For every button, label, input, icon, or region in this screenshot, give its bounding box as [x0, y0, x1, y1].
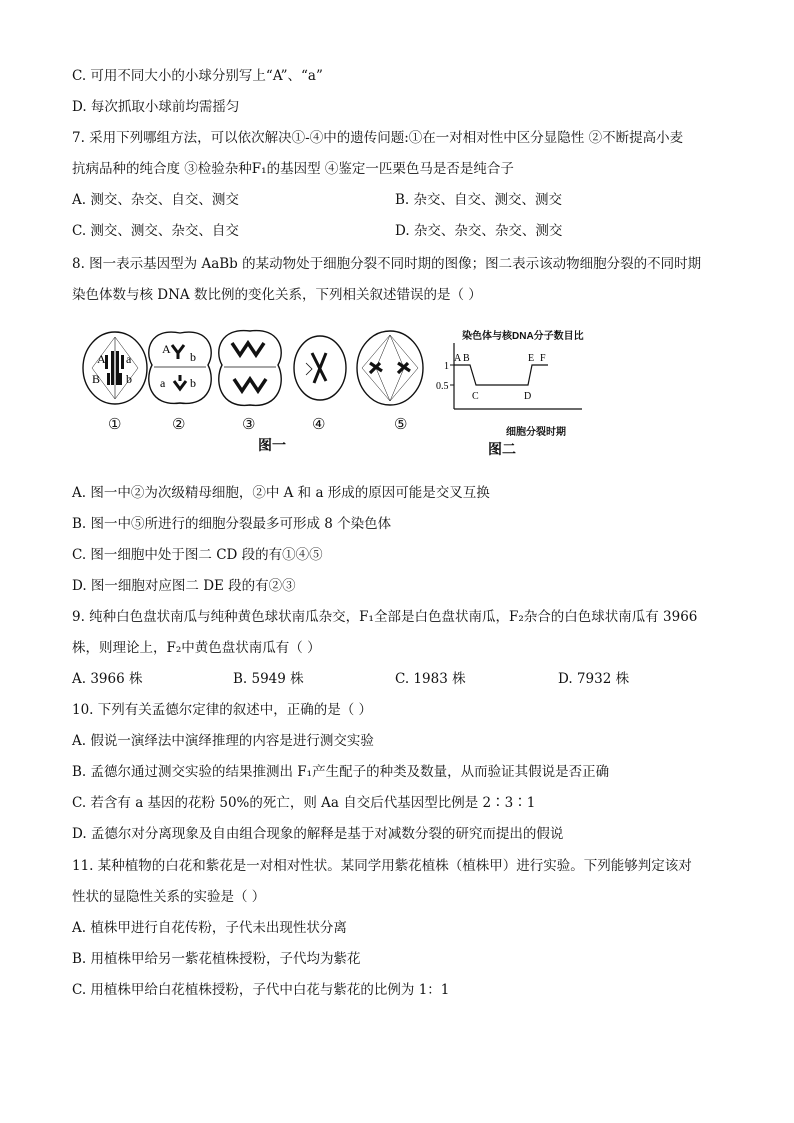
- figure-two-graph: [436, 341, 586, 431]
- cell-number-4: ④: [312, 415, 326, 433]
- q10-stem: 10. 下列有关孟德尔定律的叙述中，正确的是（ ）: [72, 702, 373, 718]
- q6-option-c: C. 可用不同大小的小球分别写上“A”、“a”: [72, 68, 323, 84]
- q8-option-c: C. 图一细胞中处于图二 CD 段的有①④⑤: [72, 547, 323, 563]
- q7-options-row2: [72, 221, 732, 241]
- q6-option-d: D. 每次抓取小球前均需摇匀: [72, 99, 240, 115]
- q8-option-b: B. 图一中⑤所进行的细胞分裂最多可形成 8 个染色体: [72, 516, 392, 532]
- q9-option-a: A. 3966 株: [72, 671, 143, 687]
- q9-option-b: B. 5949 株: [233, 671, 304, 687]
- cell-1-letter-b-lower: b: [126, 372, 132, 386]
- q7-option-b: B. 杂交、自交、测交、测交: [395, 192, 563, 208]
- cell-2: [149, 332, 211, 403]
- q9-options-row: [72, 669, 732, 689]
- q8-stem-line2: 染色体数与核 DNA 数比例的变化关系，下列相关叙述错误的是（ ）: [72, 287, 482, 303]
- figure-one: [80, 325, 440, 465]
- figure-one-title: 图一: [258, 438, 286, 454]
- point-label-a: A: [454, 353, 462, 364]
- figure-two: [436, 325, 586, 465]
- point-label-b: B: [463, 353, 470, 364]
- q10-option-a: A. 假说一演绎法中演绎推理的内容是进行测交实验: [72, 733, 374, 749]
- q11-option-a: A. 植株甲进行自花传粉，子代未出现性状分离: [72, 920, 347, 936]
- point-label-d: D: [524, 391, 532, 402]
- q9-stem-line2: 株，则理论上，F₂中黄色盘状南瓜有（ ）: [72, 640, 321, 656]
- cell-4: [294, 336, 346, 400]
- cell-2-letter-top-left: A: [162, 342, 171, 356]
- cell-3: [219, 331, 281, 406]
- cell-1: [83, 332, 147, 404]
- q11-option-b: B. 用植株甲给另一紫花植株授粉，子代均为紫花: [72, 951, 361, 967]
- q10-option-d: D. 孟德尔对分离现象及自由组合现象的解释是基于对减数分裂的研究而提出的假说: [72, 826, 564, 842]
- figure-two-y-label: 染色体与核DNA分子数目比: [462, 331, 584, 342]
- figure-two-title: 图二: [488, 442, 516, 458]
- q7-option-c: C. 测交、测交、杂交、自交: [72, 223, 239, 239]
- cell-number-1: ①: [108, 415, 122, 433]
- q9-option-c: C. 1983 株: [395, 671, 466, 687]
- q8-option-d: D. 图一细胞对应图二 DE 段的有②③: [72, 578, 296, 594]
- q11-stem-line2: 性状的显隐性关系的实验是（ ）: [72, 889, 266, 905]
- cell-number-3: ③: [242, 415, 256, 433]
- q7-option-a: A. 测交、杂交、自交、测交: [72, 192, 239, 208]
- cell-1-letter-a-upper: A: [97, 352, 106, 366]
- cell-1-letter-a-lower: a: [126, 352, 132, 366]
- point-label-f: F: [540, 353, 546, 364]
- q8-option-a: A. 图一中②为次级精母细胞，②中 A 和 a 形成的原因可能是交叉互换: [72, 485, 490, 501]
- point-label-c: C: [472, 391, 479, 402]
- figure-two-tick-1: 1: [444, 361, 449, 372]
- q8-stem-line1: 8. 图一表示基因型为 AaBb 的某动物处于细胞分裂不同时期的图像；图二表示该动物细胞分裂的不同时期: [72, 256, 702, 272]
- q10-option-b: B. 孟德尔通过测交实验的结果推测出 F₁产生配子的种类及数量，从而验证其假说是否正确: [72, 764, 610, 780]
- q7-stem-line1: 7. 采用下列哪组方法，可以依次解决①-④中的遗传问题:①在一对相对性中区分显隐性 ②不断提高小麦: [72, 130, 684, 146]
- q7-stem-line2: 抗病品种的纯合度 ③检验杂种F₁的基因型 ④鉴定一匹栗色马是否是纯合子: [72, 161, 514, 177]
- cell-number-5: ⑤: [394, 415, 408, 433]
- q9-stem-line1: 9. 纯种白色盘状南瓜与纯种黄色球状南瓜杂交，F₁全部是白色盘状南瓜，F₂杂合的白色球状南瓜有 3966: [72, 609, 698, 625]
- q11-option-c: C. 用植株甲给白花植株授粉，子代中白花与紫花的比例为 1：1: [72, 982, 450, 998]
- cell-2-letter-top-right: b: [190, 350, 196, 364]
- q9-option-d: D. 7932 株: [558, 671, 630, 687]
- cell-number-2: ②: [172, 415, 186, 433]
- q11-stem-line1: 11. 某种植物的白花和紫花是一对相对性状。某同学用紫花植株（植株甲）进行实验。下列能够判定该对: [72, 858, 692, 874]
- cell-1-letter-b-upper: B: [92, 372, 101, 386]
- point-label-e: E: [528, 353, 535, 364]
- cell-2-letter-bottom-left: a: [160, 376, 166, 390]
- cell-2-letter-bottom-right: b: [190, 376, 196, 390]
- q10-option-c: C. 若含有 a 基因的花粉 50%的死亡，则 Aa 自交后代基因型比例是 2∶3∶1: [72, 795, 536, 811]
- figure-one-cells: [80, 325, 440, 435]
- cell-5: [357, 331, 423, 405]
- q7-options-row1: [72, 190, 732, 210]
- figure-two-x-label: 细胞分裂时期: [506, 427, 566, 438]
- q7-option-d: D. 杂交、杂交、杂交、测交: [395, 223, 563, 239]
- figure-two-tick-05: 0.5: [436, 381, 449, 392]
